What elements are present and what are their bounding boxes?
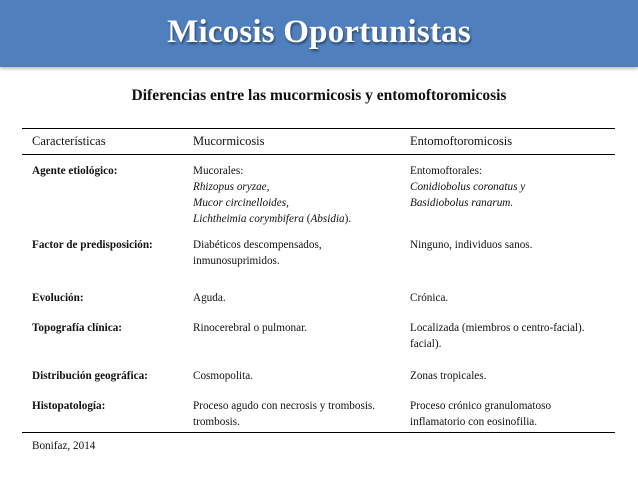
cell-distribucion-mucor: Cosmopolita. [193,370,253,382]
cell-line: Localizada (miembros o centro-facial). [410,322,585,334]
title-banner [0,0,638,67]
row-label-topografia: Topografía clínica: [32,322,123,334]
column-header-entomoftoromicosis: Entomoftoromicosis [410,134,513,148]
cell-histopatologia-mucor [193,398,375,430]
cell-factor-mucor [193,237,322,269]
cell-line [193,211,351,227]
cell-distribucion-ento: Zonas tropicales. [410,370,487,382]
table-top-rule [22,128,615,129]
species-name: Lichtheimia corymbifera [193,213,304,225]
row-label-histopatologia: Histopatología: [32,400,106,412]
cell-histopatologia-ento [410,398,551,430]
cell-agente-mucor [193,163,351,227]
table-bottom-rule [22,432,615,433]
row-label-evolucion: Evolución: [32,292,84,304]
cell-evolucion-mucor: Aguda. [193,292,226,304]
cell-line: inmunosuprimidos. [193,255,280,267]
row-label-factor: Factor de predisposición: [32,239,153,251]
table-caption: Diferencias entre las mucormicosis y entomoftoromicosis [131,87,507,104]
species-alias: Absidia [310,213,345,225]
cell-agente-ento [410,163,525,211]
cell-line: Basidiobolus ranarum. [410,197,514,209]
cell-evolucion-ento: Crónica. [410,292,449,304]
cell-line: trombosis. [193,416,240,428]
cell-line: Diabéticos descompensados, [193,239,322,251]
cell-topografia-ento [410,320,585,352]
column-header-mucormicosis: Mucormicosis [193,134,265,148]
row-label-distribucion: Distribución geográfica: [32,370,148,382]
cell-line: Mucor circinelloides, [193,197,289,209]
source-citation: Bonifaz, 2014 [32,440,96,452]
paren-close: ). [344,213,352,225]
cell-topografia-mucor: Rinocerebral o pulmonar. [193,322,308,334]
cell-line: Mucorales: [193,165,244,177]
table-header-rule [22,154,615,155]
cell-line: facial). [410,338,442,350]
row-label-agente: Agente etiológico: [32,165,118,177]
cell-line: inflamatorio con eosinofilia. [410,416,538,428]
cell-line: Proceso agudo con necrosis y trombosis. [193,400,376,412]
cell-line: Rhizopus oryzae, [193,181,270,193]
column-header-caracteristicas: Características [32,134,106,148]
cell-line: Entomoftorales: [410,165,483,177]
cell-line: Conidiobolus coronatus y [410,181,526,193]
cell-factor-ento: Ninguno, individuos sanos. [410,239,533,251]
slide-title: Micosis Oportunistas [167,14,471,50]
paren-open: ( [306,213,311,225]
cell-line: Proceso crónico granulomatoso [410,400,552,412]
